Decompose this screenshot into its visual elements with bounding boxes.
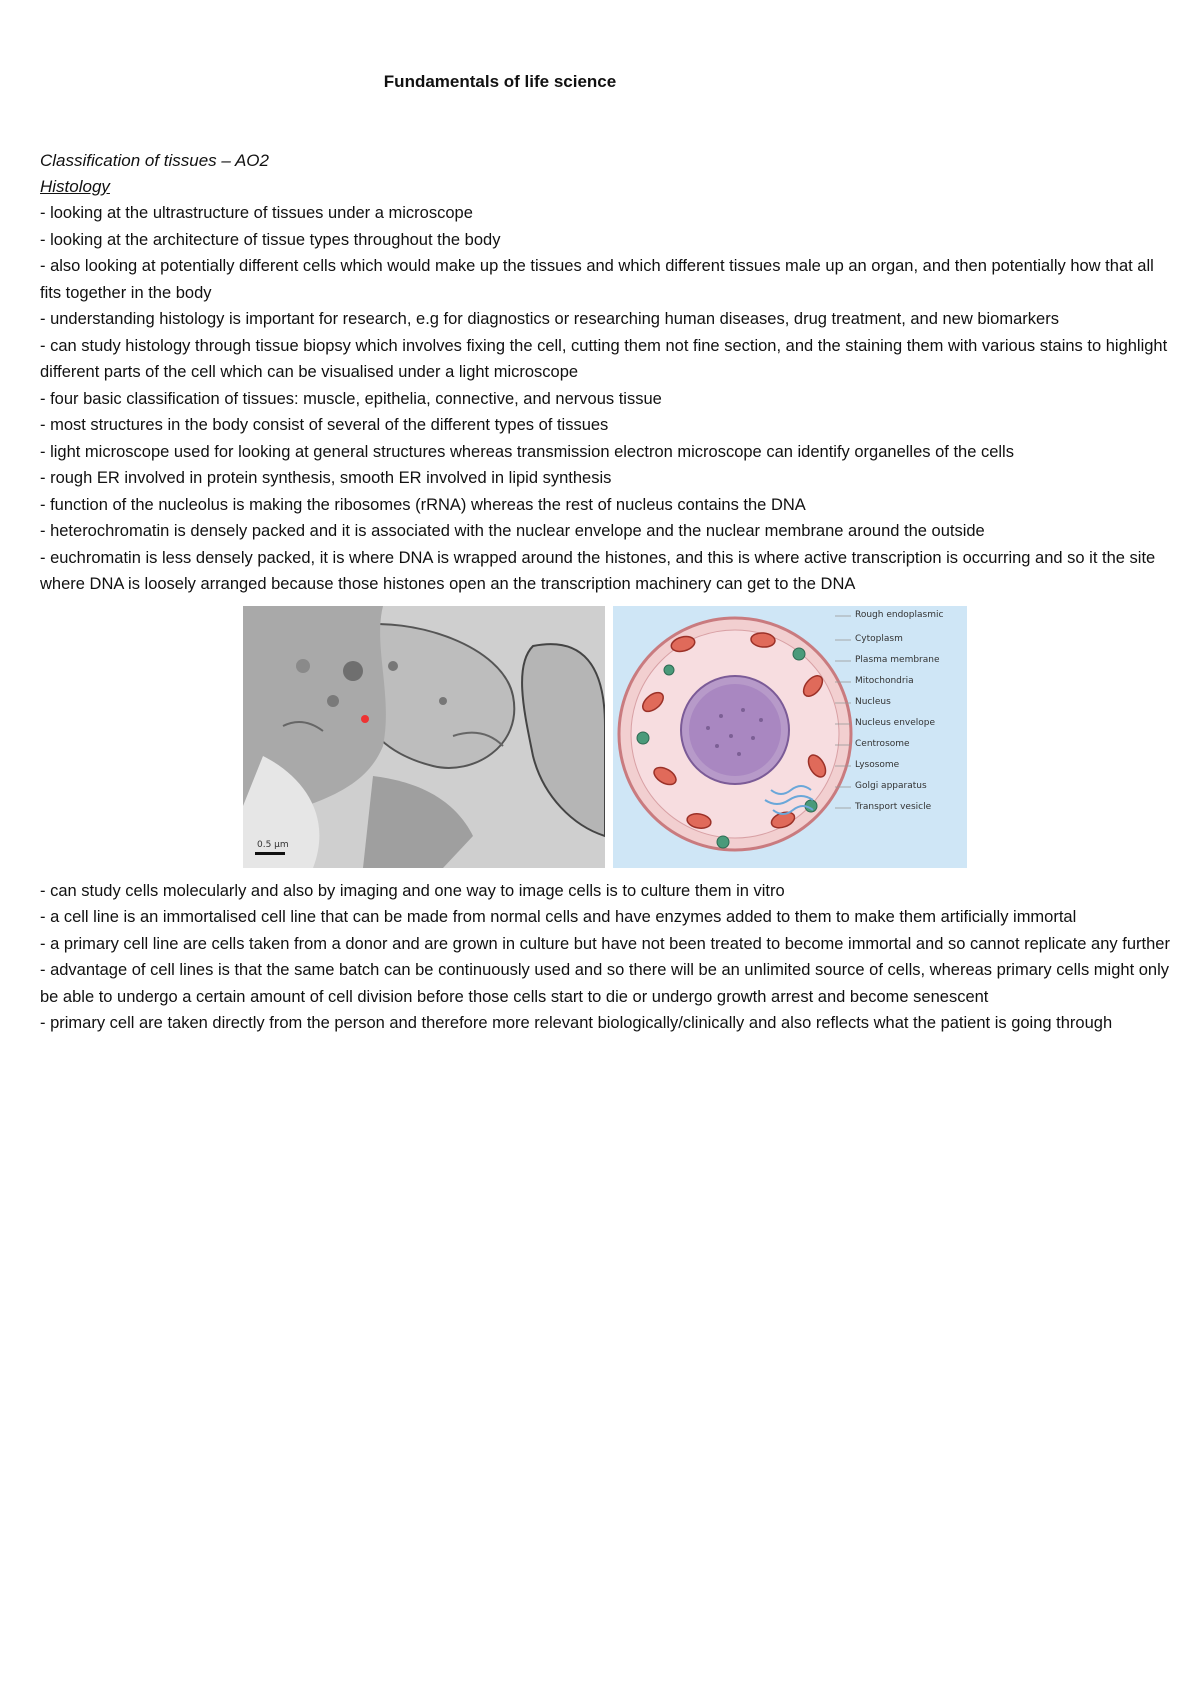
note-paragraph: - looking at the architecture of tissue types throughout the body: [40, 230, 501, 249]
note-paragraph: - also looking at potentially different cells which would make up the tissues and which different tissues male up an organ, and then potentially how that all fits together in the body: [40, 257, 1154, 302]
note-paragraph: - light microscope used for looking at general structures whereas transmission electron microscope can identify organelles of the cells: [40, 442, 1014, 461]
cell-label: Mitochondria: [855, 675, 914, 686]
document-title: Fundamentals of life science: [383, 72, 617, 91]
note-paragraph: - function of the nucleolus is making the ribosomes (rRNA) whereas the rest of nucleus contains the DNA: [40, 495, 806, 514]
note-paragraph: - understanding histology is important for research, e.g for diagnostics or researching human diseases, drug treatment, and new biomarkers: [40, 310, 1059, 328]
note-paragraph: - four basic classification of tissues: muscle, epithelia, connective, and nervous tissue: [40, 389, 662, 408]
electron-micrograph: [243, 606, 605, 868]
note-paragraph: - rough ER involved in protein synthesis, smooth ER involved in lipid synthesis: [40, 469, 612, 487]
cell-diagram: [613, 606, 967, 868]
cell-label: Centrosome: [855, 738, 910, 749]
subheading-histology: Histology: [40, 177, 110, 196]
note-paragraph: - can study cells molecularly and also by imaging and one way to image cells is to culture them in vitro: [40, 881, 785, 900]
notes-list-top: [40, 200, 1170, 598]
cell-label: Lysosome: [855, 759, 900, 770]
micrograph-scale-label: 0.5 µm: [257, 839, 289, 850]
note-paragraph: - heterochromatin is densely packed and it is associated with the nuclear envelope and the nuclear membrane around the outside: [40, 522, 985, 540]
histology-section: [40, 148, 1170, 1037]
note-paragraph: - a cell line is an immortalised cell line that can be made from normal cells and have enzymes added to them to make them artificially immortal: [40, 908, 1077, 926]
cell-label: Nucleus envelope: [855, 717, 936, 728]
notes-list-bottom: [40, 878, 1170, 1037]
note-paragraph: - can study histology through tissue biopsy which involves fixing the cell, cutting them not fine section, and the staining them with various stains to highlight different parts of the cell which can be visualised under a light microscope: [40, 336, 1168, 381]
cell-label: Plasma membrane: [855, 654, 940, 665]
section-heading: Classification of tissues – AO2: [40, 151, 269, 170]
note-paragraph: - a primary cell line are cells taken from a donor and are grown in culture but have not been treated to become immortal and so cannot replicate any further: [40, 934, 1170, 953]
cell-label: Cytoplasm: [855, 633, 903, 644]
note-paragraph: - looking at the ultrastructure of tissues under a microscope: [40, 204, 473, 222]
micrograph-graphic: [243, 606, 605, 868]
cell-label: Nucleus: [855, 696, 891, 707]
cell-label: Transport vesicle: [855, 801, 932, 812]
figures-row: [40, 606, 1170, 868]
note-paragraph: - primary cell are taken directly from the person and therefore more relevant biologically/clinically and also reflects what the patient is going through: [40, 1014, 1113, 1032]
note-paragraph: - advantage of cell lines is that the same batch can be continuously used and so there will be an unlimited source of cells, whereas primary cells might only be able to undergo a certain amount of cell division before those cells start to die or undergo growth arrest and become senescent: [40, 961, 1170, 1006]
note-paragraph: - most structures in the body consist of several of the different types of tissues: [40, 416, 609, 434]
cell-label: Rough endoplasmic: [855, 609, 944, 620]
cell-label: Golgi apparatus: [855, 780, 927, 791]
note-paragraph: - euchromatin is less densely packed, it is where DNA is wrapped around the histones, and this is where active transcription is occurring and so it the site where DNA is loosely arranged because those histones open an the transcription machinery can get to the DNA: [40, 548, 1156, 593]
cell-diagram-graphic: [613, 606, 967, 868]
